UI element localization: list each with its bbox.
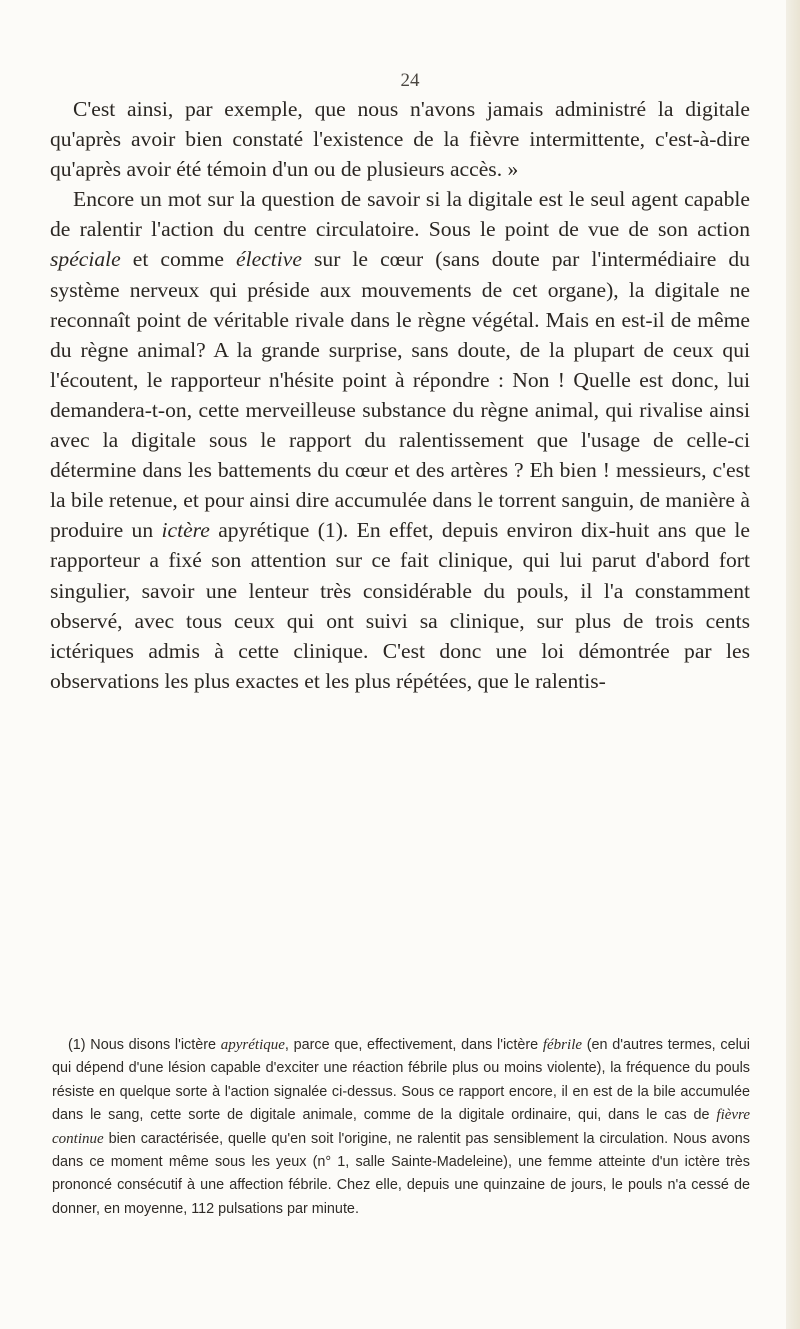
italic-text-run: spéciale — [50, 247, 121, 272]
paragraph — [50, 94, 750, 184]
italic-text-run: élective — [236, 247, 302, 272]
footnote — [52, 1034, 750, 1221]
paragraph — [50, 184, 750, 696]
text-run: (1) Nous disons l'ictère — [68, 1037, 221, 1053]
text-run: bien caractérisée, quelle qu'en soit l'origine, ne ralentit pas sensiblement la circulation. Nous avons dans ce moment même sous les yeux (n° 1, salle Sainte-Madeleine), une femme atteinte d'un ictère très prononcé consécutif à une affection fébrile. Chez elle, depuis une quinzaine de jours, le pouls n'a cessé de donner, en moyenne, 112 pulsations par minute. — [52, 1130, 750, 1217]
text-run: et comme — [120, 247, 237, 272]
text-run: C'est ainsi, par exemple, que nous n'avons jamais administré la digitale qu'après avoir bien constaté l'existence de la fièvre intermittente, c'est-à-dire qu'après avoir été témoin d'un ou de plusieurs accès. » — [50, 97, 750, 182]
page-edge — [786, 0, 800, 1329]
italic-text-run: fébrile — [542, 1037, 583, 1053]
italic-text-run: apyrétique — [220, 1037, 285, 1053]
page-number: 24 — [400, 70, 420, 91]
text-run: , parce que, effectivement, dans l'ictère — [284, 1037, 543, 1053]
text-run: (en d'autres termes, celui qui dépend d'une lésion capable d'exciter une réaction fébrile plus ou moins violente), la fréquence du pouls résiste en quelque sorte à l'action signalée ci-dessus. Sous ce rapport encore, il en est de la bile accumulée dans le sang, cette sorte de digitale animale, comme de la digitale ordinaire, qui, dans le cas de — [52, 1037, 750, 1124]
text-run: Encore un mot sur la question de savoir si la digitale est le seul agent capable de ralentir l'action du centre circulatoire. Sous le point de vue de son action — [50, 187, 750, 242]
body-text — [50, 94, 750, 696]
footnotes — [52, 1034, 750, 1221]
text-run: apyrétique (1). En effet, depuis environ dix-huit ans que le rapporteur a fixé son attention sur ce fait clinique, qui lui parut d'abord fort singulier, savoir une lenteur très considérable du pouls, il l'a constamment observé, avec tous ceux qui ont suivi sa clinique, sur plus de trois cents ictériques admis à cette clinique. C'est donc une loi démontrée par les observations les plus exactes et les plus répétées, que le ralentis- — [50, 518, 750, 693]
text-run: sur le cœur (sans doute par l'intermédiaire du système nerveux qui préside aux mouvements de cet organe), la digitale ne reconnaît point de véritable rivale dans le règne végétal. Mais en est-il de même du règne animal? A la grande surprise, sans doute, de la plupart de ceux qui l'écoutent, le rapporteur n'hésite point à répondre : Non ! Quelle est donc, lui demandera-t-on, cette merveilleuse substance du règne animal, qui rivalise ainsi avec la digitale sous le rapport du ralentissement que l'usage de celle-ci détermine dans les battements du cœur et des artères ? Eh bien ! messieurs, c'est la bile retenue, et pour ainsi dire accumulée dans le torrent sanguin, de manière à produire un — [50, 247, 750, 543]
italic-text-run: ictère — [161, 518, 210, 543]
italic-text-run: fièvre continue — [52, 1107, 750, 1147]
